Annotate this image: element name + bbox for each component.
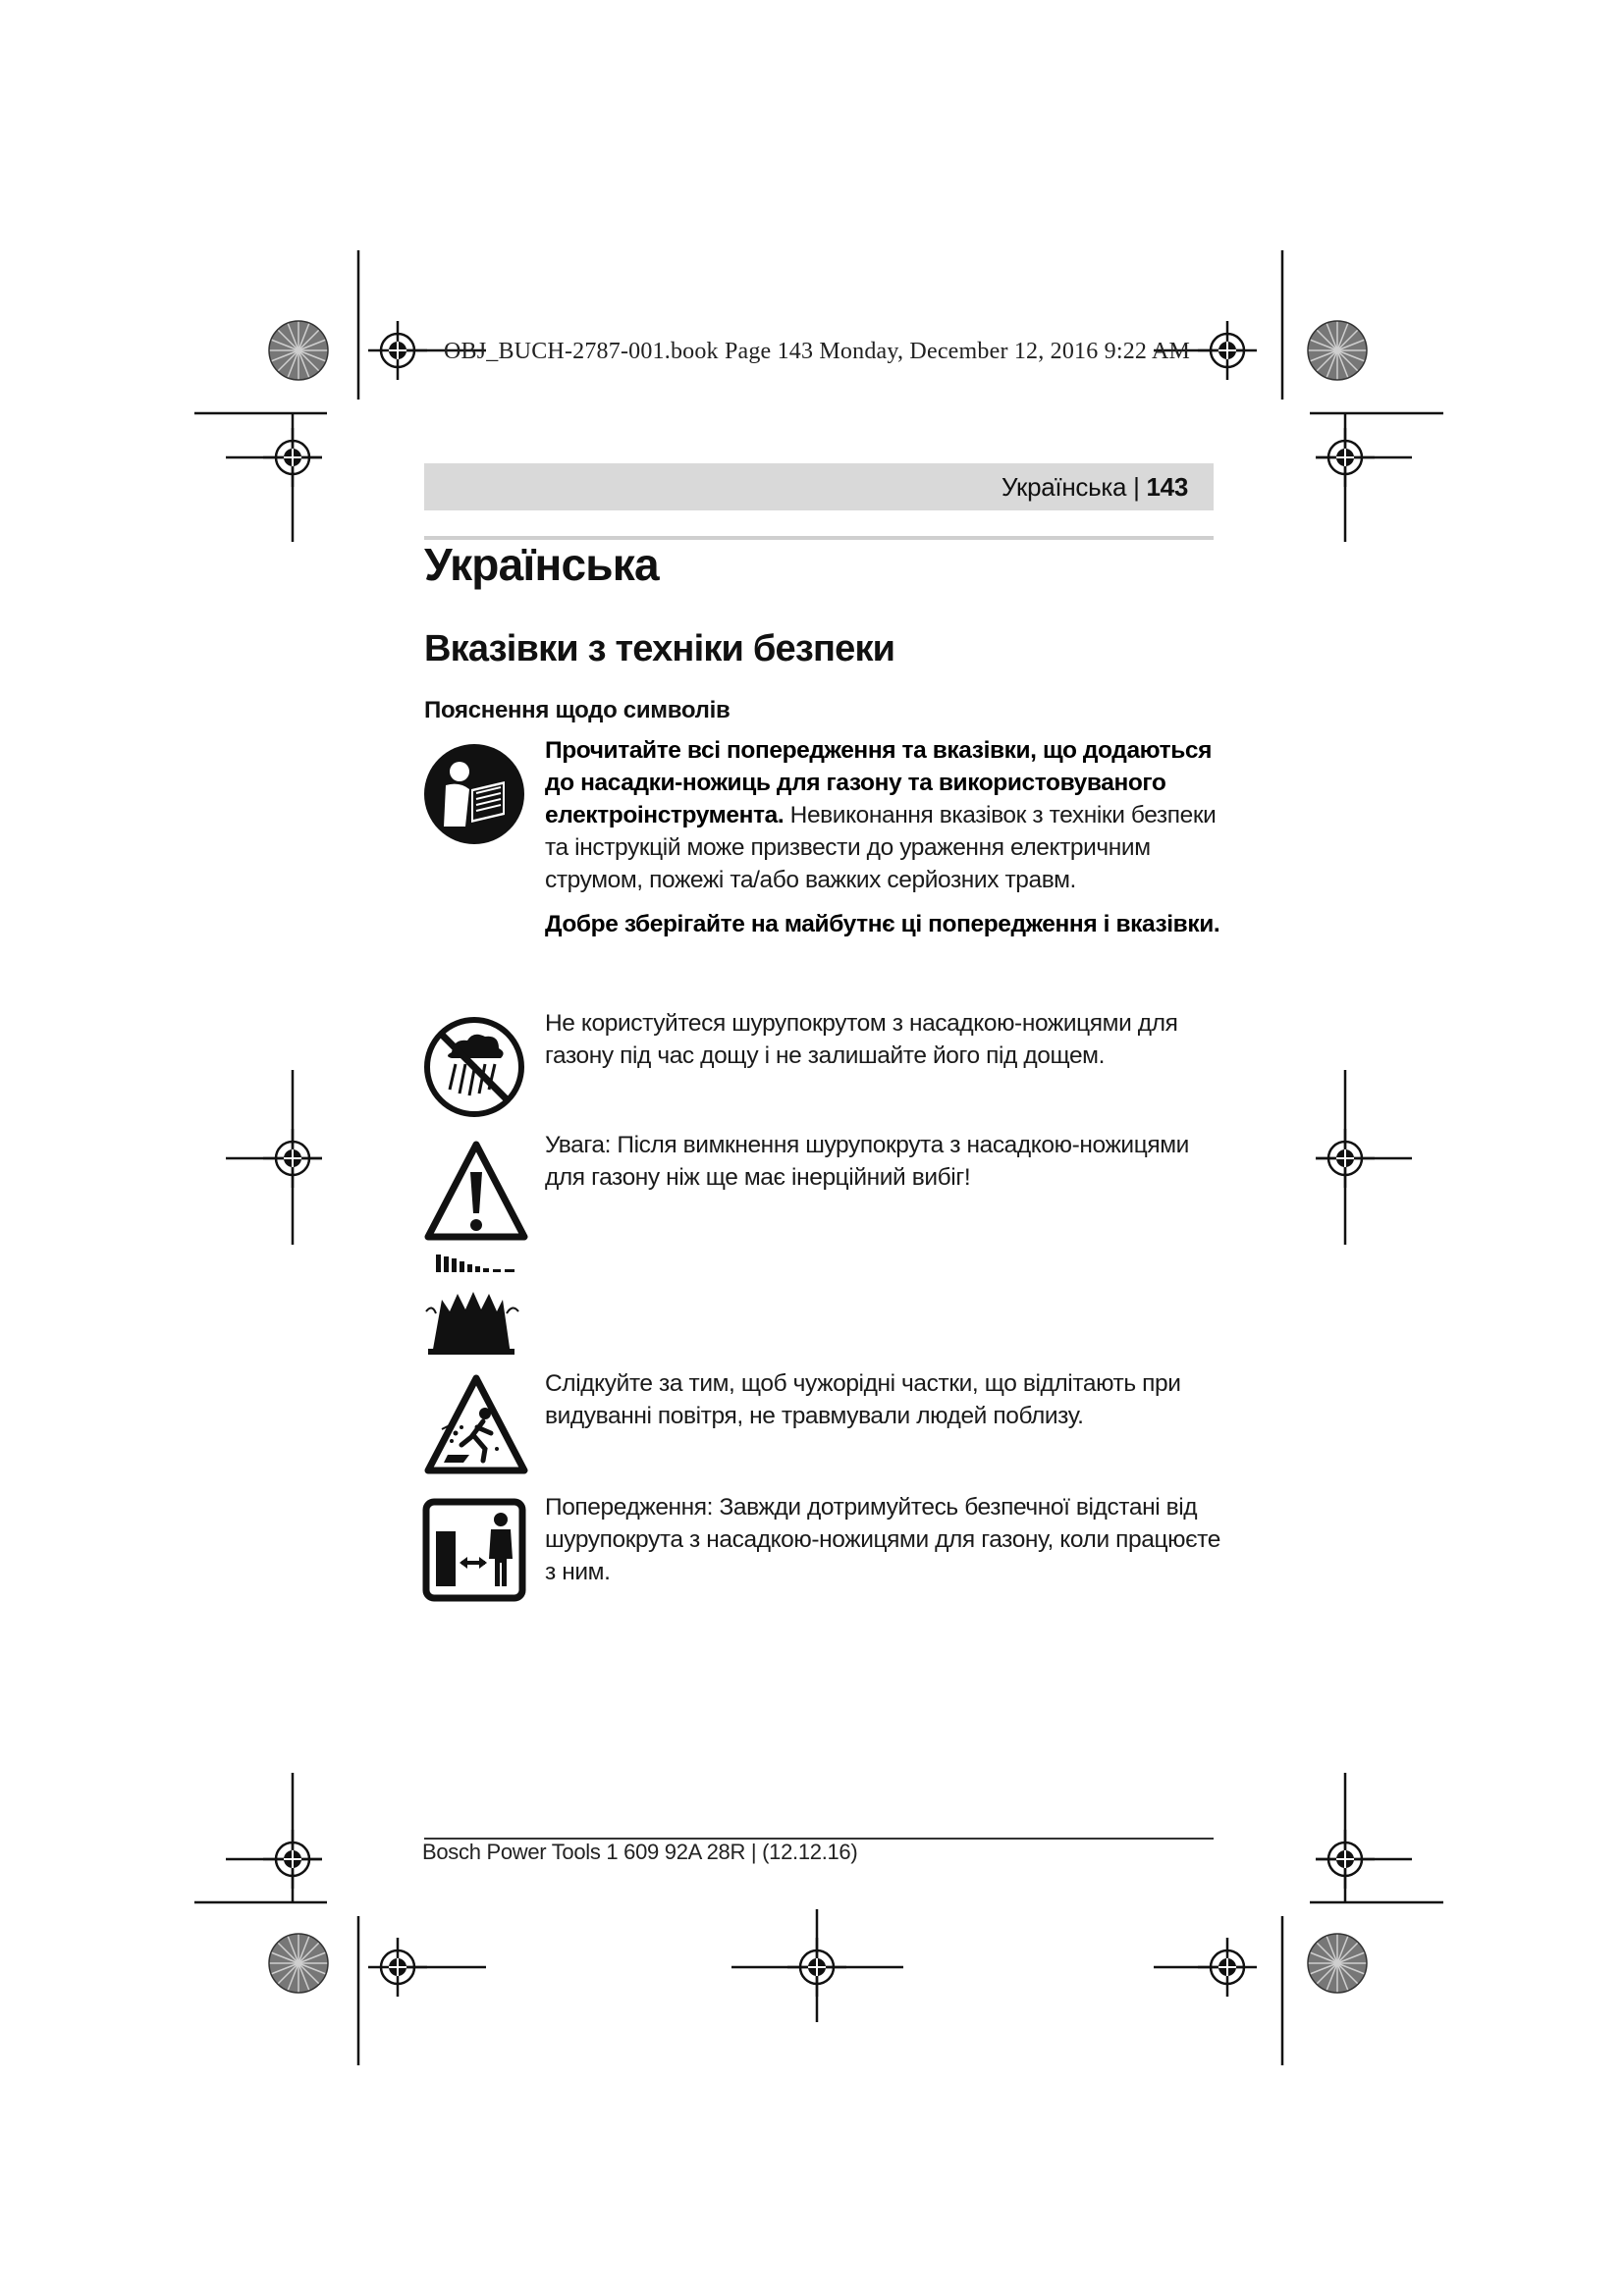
- blade-run-down-icon: [422, 1253, 520, 1357]
- header-separator: |: [1133, 472, 1140, 502]
- safety-text-read-manual: [545, 734, 1222, 940]
- safe-distance-icon: [422, 1498, 526, 1602]
- safety-text-debris: Слідкуйте за тим, щоб чужорідні частки, що відлітають при видуванні повітря, не травмували людей поблизу.: [545, 1370, 1181, 1429]
- file-slug-line: OBJ_BUCH-2787-001.book Page 143 Monday, December 12, 2016 9:22 AM: [444, 339, 1191, 364]
- no-rain-icon: [422, 1013, 526, 1121]
- header-section: Українська: [1001, 472, 1127, 502]
- read-manual-bold: Прочитайте всі попередження та вказівки, що додаються до насадки-ножиць для газону та використовуваного електроінструмента.: [545, 737, 1212, 828]
- safety-text-run-down: Увага: Після вимкнення шурупокрута з насадкою-ножицями для газону ніж ще має інерційний вибіг!: [545, 1132, 1189, 1191]
- footer-text: Bosch Power Tools 1 609 92A 28R | (12.12.16): [422, 1840, 858, 1864]
- flying-debris-icon: [422, 1372, 530, 1478]
- subsection-heading: Пояснення щодо символів: [424, 697, 731, 723]
- safety-text-distance: Попередження: Завжди дотримуйтесь безпечної відстані від шурупокрута з насадкою-ножицями для газону, коли працюєте з ним.: [545, 1494, 1220, 1585]
- keep-instructions-text: Добре зберігайте на майбутнє ці попередження і вказівки.: [545, 911, 1220, 937]
- section-heading: Вказівки з техніки безпеки: [424, 628, 895, 669]
- page-title: Українська: [424, 539, 659, 590]
- page-number: 143: [1146, 472, 1188, 502]
- running-header: [424, 463, 1214, 510]
- read-manual-text: Невиконання вказівок з техніки безпеки та інструкцій може призвести до ураження електричним струмом, пожежі та/або важких серйозних травм.: [545, 802, 1217, 893]
- read-manual-icon: [422, 742, 526, 846]
- safety-text-no-rain: Не користуйтеся шурупокрутом з насадкою-ножицями для газону під час дощу і не залишайте його під дощем.: [545, 1010, 1178, 1069]
- warning-icon: [422, 1139, 530, 1243]
